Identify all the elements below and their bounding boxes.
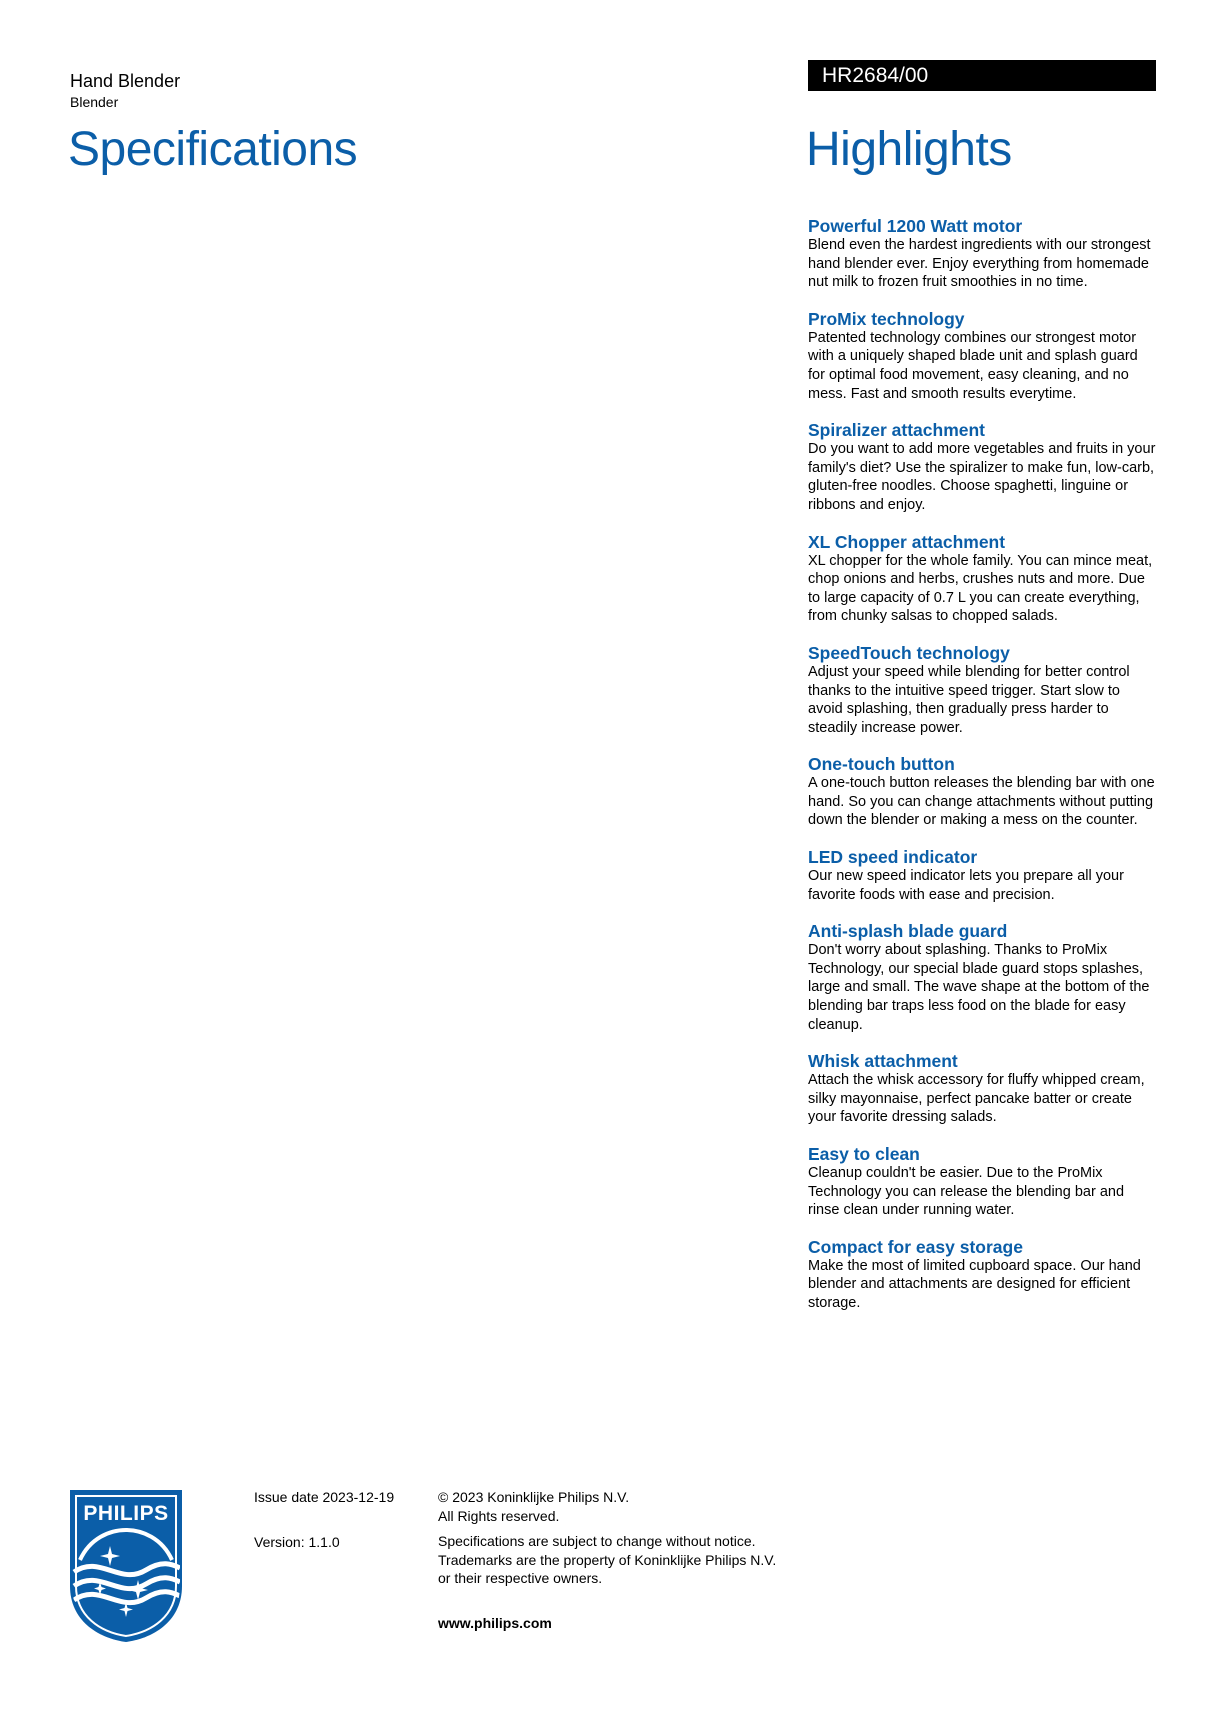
highlight-item	[808, 217, 1158, 292]
highlight-item	[808, 1052, 1158, 1127]
website-link[interactable]: www.philips.com	[438, 1614, 552, 1631]
highlight-title: XL Chopper attachment	[808, 531, 1006, 552]
issue-date: Issue date 2023-12-19	[254, 1489, 395, 1505]
highlight-body: Adjust your speed while blending for better control thanks to the intuitive speed trigger. Start slow to avoid splashing, then gradually press harder to steadily increase power.	[808, 663, 1130, 736]
highlight-title: Whisk attachment	[808, 1051, 958, 1072]
specifications-heading: Specifications	[68, 123, 358, 176]
model-number-bar: HR2684/00	[808, 60, 1156, 91]
disclaimer-line: Specifications are subject to change without notice.	[438, 1533, 756, 1549]
copyright-line: © 2023 Koninklijke Philips N.V.	[438, 1489, 630, 1505]
highlights-heading: Highlights	[806, 123, 1012, 176]
highlight-title: Anti-splash blade guard	[808, 921, 1008, 942]
logo-wordmark: PHILIPS	[83, 1502, 169, 1525]
owners-line: or their respective owners.	[438, 1570, 603, 1586]
highlight-body: Cleanup couldn't be easier. Due to the ProMix Technology you can release the blending bar and rinse clean under running water.	[808, 1165, 1125, 1219]
trademark-line: Trademarks are the property of Koninklijke Philips N.V.	[438, 1551, 777, 1568]
highlight-body: XL chopper for the whole family. You can mince meat, chop onions and herbs, crushes nuts and more. Due to large capacity of 0.7 L you can create everything, from chunky salsas to chopped salads.	[808, 552, 1153, 625]
highlight-body: Blend even the hardest ingredients with our strongest hand blender ever. Enjoy everything from homemade nut milk to frozen fruit smoothies in no time.	[808, 237, 1151, 291]
highlight-title: Spiralizer attachment	[808, 420, 985, 441]
highlight-item	[808, 1238, 1158, 1313]
highlight-body: Make the most of limited cupboard space. Our hand blender and attachments are designed for efficient storage.	[808, 1257, 1141, 1311]
footer-issue-info	[254, 1488, 394, 1551]
highlight-item	[808, 533, 1158, 626]
highlight-body: Our new speed indicator lets you prepare all your favorite foods with ease and precision.	[808, 868, 1124, 903]
highlight-body: Do you want to add more vegetables and fruits in your family's diet? Use the spiralizer to make fun, low-carb, gluten-free noodles. Choose spaghetti, linguine or ribbons and enjoy.	[808, 441, 1156, 513]
highlight-item	[808, 1145, 1158, 1220]
highlight-title: Powerful 1200 Watt motor	[808, 216, 1023, 236]
highlight-body: A one-touch button releases the blending bar with one hand. So you can change attachments without putting down the blender or making a mess on the counter.	[808, 775, 1155, 829]
highlight-body: Patented technology combines our strongest motor with a uniquely shaped blade unit and splash guard for optimal food movement, easy cleaning, and no mess. Fast and smooth results everytime.	[808, 329, 1138, 402]
highlight-body: Attach the whisk accessory for fluffy whipped cream, silky mayonnaise, perfect pancake batter or create your favorite dressing salads.	[808, 1072, 1145, 1126]
highlight-item	[808, 310, 1158, 403]
product-subtitle: Blender	[70, 94, 119, 110]
highlight-item	[808, 755, 1158, 830]
rights-line: All Rights reserved.	[438, 1507, 560, 1524]
highlight-item	[808, 644, 1158, 737]
highlights-list	[808, 217, 1158, 1331]
highlight-item	[808, 922, 1158, 1034]
highlight-title: Easy to clean	[808, 1144, 920, 1164]
highlight-title: Compact for easy storage	[808, 1236, 1023, 1257]
highlight-title: SpeedTouch technology	[808, 642, 1010, 663]
highlight-title: ProMix technology	[808, 308, 965, 329]
highlight-item	[808, 848, 1158, 904]
footer-legal	[438, 1488, 798, 1632]
product-title: Hand Blender	[70, 71, 181, 91]
highlight-title: LED speed indicator	[808, 847, 978, 868]
highlight-item	[808, 421, 1158, 514]
version: Version: 1.1.0	[254, 1533, 340, 1550]
philips-shield-logo	[70, 1490, 182, 1642]
highlight-title: One-touch button	[808, 754, 955, 775]
highlight-body: Don't worry about splashing. Thanks to ProMix Technology, our special blade guard stops splashes, large and small. The wave shape at the bottom of the blending bar traps less food on the blade for easy cleanup.	[808, 942, 1150, 1033]
